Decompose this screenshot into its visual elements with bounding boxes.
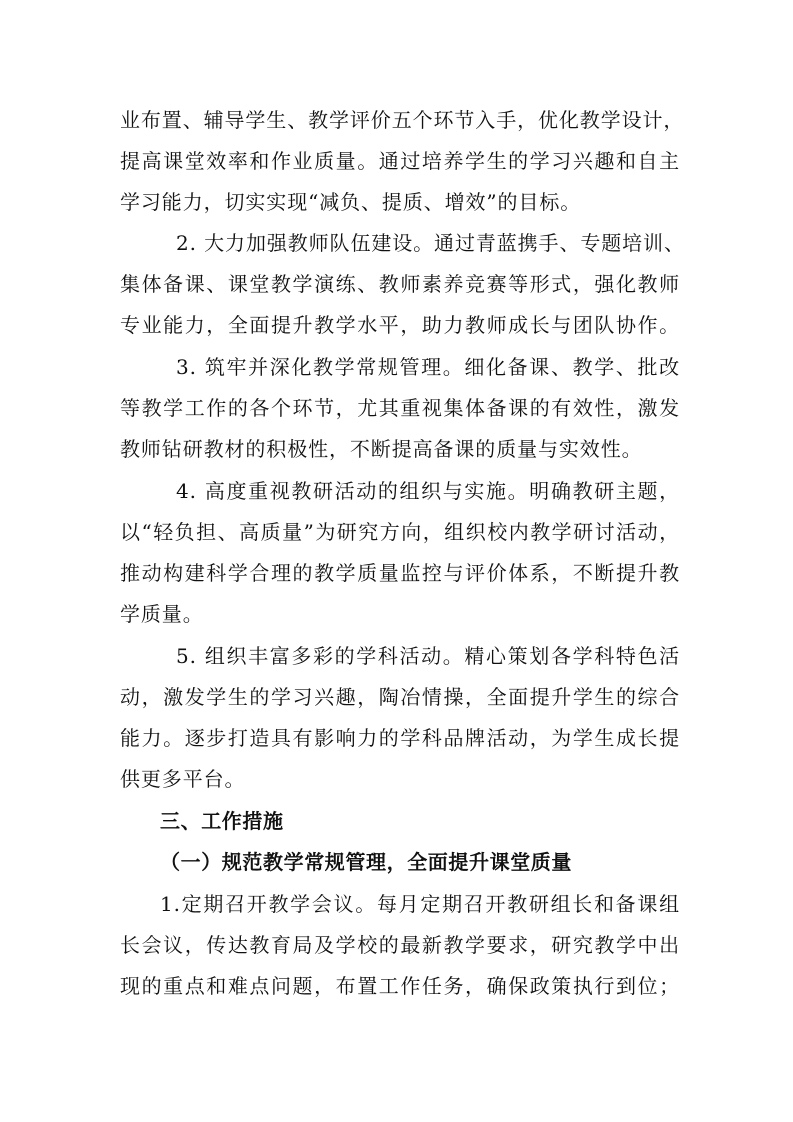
text-line: 学习能力，切实实现“减负、提质、增效”的目标。 (120, 190, 582, 214)
text-line: 学质量。 (120, 602, 204, 626)
text-line: 业布置、辅导学生、教学评价五个环节入手，优化教学设计， (120, 108, 685, 132)
text-line: 3. 筑牢并深化教学常规管理。细化备课、教学、批改 (176, 355, 680, 379)
text-line: 以“轻负担、高质量”为研究方向，组织校内教学研讨活动， (120, 520, 680, 544)
text-line: 提高课堂效率和作业质量。通过培养学生的学习兴趣和自主 (120, 149, 680, 173)
text-line: 长会议，传达教育局及学校的最新教学要求，研究教学中出 (120, 933, 680, 957)
text-line: 推动构建科学合理的教学质量监控与评价体系，不断提升教 (120, 561, 680, 585)
text-line: 1.定期召开教学会议。每月定期召开教研组长和备课组 (160, 892, 680, 916)
text-line: 等教学工作的各个环节，尤其重视集体备课的有效性，激发 (120, 396, 680, 420)
text-line: 专业能力，全面提升教学水平，助力教师成长与团队协作。 (120, 313, 680, 337)
text-line: 供更多平台。 (120, 767, 246, 791)
text-line: 集体备课、课堂教学演练、教师素养竞赛等形式，强化教师 (120, 272, 680, 296)
text-line: 4. 高度重视教研活动的组织与实施。明确教研主题， (176, 479, 680, 503)
subsection-heading: （一）规范教学常规管理，全面提升课堂质量 (160, 850, 572, 874)
section-heading: 三、工作措施 (160, 809, 284, 833)
text-line: 能力。逐步打造具有影响力的学科品牌活动，为学生成长提 (120, 726, 680, 750)
text-line: 现的重点和难点问题，布置工作任务，确保政策执行到位； (120, 974, 680, 998)
text-line: 动，激发学生的学习兴趣，陶冶情操，全面提升学生的综合 (120, 685, 680, 709)
text-line: 2. 大力加强教师队伍建设。通过青蓝携手、专题培训、 (176, 231, 685, 255)
text-line: 5. 组织丰富多彩的学科活动。精心策划各学科特色活 (176, 644, 680, 668)
text-line: 教师钻研教材的积极性，不断提高备课的质量与实效性。 (120, 437, 643, 461)
